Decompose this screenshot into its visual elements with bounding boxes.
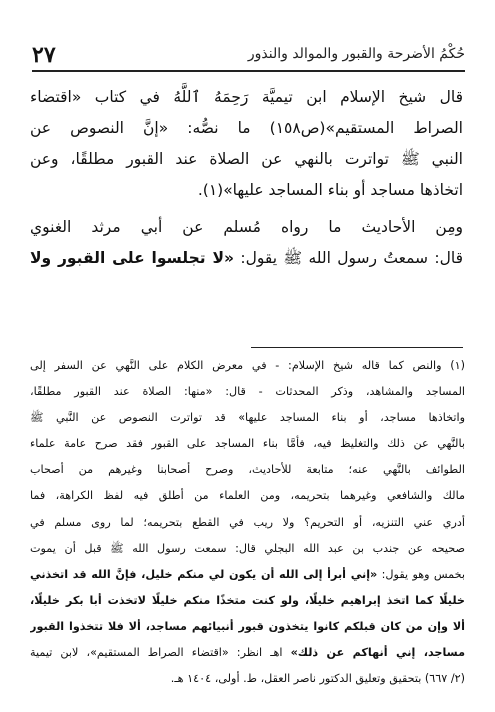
footnote-line: أدري عني التنزيه، أو التحريم؟ ولا ريب في القطع بتحريمه؛ لما روى مسلم في	[30, 515, 465, 529]
paragraph-quote	[30, 82, 463, 206]
footnote-line: واتخاذها مساجد، أو بناء المساجد عليها» قد تواترت النصوص عن النَّبي ﷺ	[30, 411, 465, 425]
paragraph-hadith	[30, 212, 463, 274]
footnote-line	[30, 588, 465, 614]
footnote-line: مالك والشافعي وغيرهما بتحريمه، ومن العلماء من أطلق فيه لفظ الكراهة، فما	[30, 489, 465, 503]
footnote-line: (٢/ ٦٦٧) بتحقيق وتعليق الدكتور ناصر العقل، ط. أولى، ١٤٠٤ هـ.	[170, 672, 465, 686]
hadith-quote: «لا تجلسوا على القبور ولا	[30, 249, 235, 267]
main-text	[30, 82, 463, 274]
hadith-quote: ألا وإن من كان قبلكم كانوا يتخذون قبور أنبيائهم مساجد، ألا فلا تتخذوا القبور	[30, 619, 465, 633]
text-segment: قال: سمعتُ رسول الله ﷺ يقول:	[234, 249, 463, 267]
footnote-line	[30, 614, 465, 640]
text-line: قال شيخ الإسلام ابن تيميَّة رَحِمَهُ ٱللَّهُ في كتاب «اقتضاء	[30, 88, 463, 106]
text-segment: اهـ انظر: «اقتضاء الصراط المستقيم»، لابن تيمية	[30, 646, 291, 660]
hadith-quote: خليلًا كما اتخذ إبراهيم خليلًا، ولو كنت متخذًا منكم خليلًا لاتخذت أبا بكر خليلًا،	[30, 593, 465, 607]
footnote	[30, 353, 465, 692]
footnote-line: الطوائف بالنَّهي عنه؛ متابعة للأحاديث، وصرح أصحابنا وغيرهم من أصحاب	[30, 463, 465, 477]
text-segment: بخمس وهو يقول:	[377, 567, 465, 581]
footnote-line	[30, 562, 465, 588]
page-header	[32, 42, 465, 72]
text-line: ومِن الأحاديث ما رواه مُسلم عن أبي مرثد الغنوي	[30, 218, 463, 236]
footnote-line: صحيحه عن جندب بن عبد الله البجلي قال: سمعت رسول الله ﷺ قبل أن يموت	[30, 541, 465, 555]
footnote-line	[30, 640, 465, 666]
text-line: اتخاذها مساجد أو بناء المساجد عليها»(١).	[197, 181, 463, 199]
hadith-quote: «إني أبرأ إلى الله أن يكون لي منكم خليل، فإنَّ الله قد اتخذني	[30, 567, 378, 581]
footnote-line: المساجد والمشاهد، وذكر المحدثات - قال: «منها: الصلاة عند القبور مطلقًا،	[30, 385, 465, 399]
page-number: ٢٧	[32, 42, 56, 68]
running-title: حُكْمُ الأضرحة والقبور والموالد والنذور	[247, 46, 465, 62]
footnote-line: (١) والنص كما قاله شيخ الإسلام: - في معرض الكلام على النَّهي عن السفر إلى	[30, 359, 465, 372]
footnote-separator	[251, 347, 463, 348]
text-line: النبي ﷺ تواترت بالنهي عن الصلاة عند القبور مطلقًا، وعن	[30, 150, 463, 168]
hadith-quote: مساجد، إني أنهاكم عن ذلك»	[290, 646, 465, 660]
footnote-line: بالنَّهي عن ذلك والتغليظ فيه، فأمَّا بناء المساجد على القبور فقد صرح عامة علماء	[30, 437, 465, 451]
text-line: الصراط المستقيم»(ص١٥٨) ما نصُّه: «إنَّ النصوص عن	[30, 119, 463, 137]
text-line	[30, 243, 463, 274]
